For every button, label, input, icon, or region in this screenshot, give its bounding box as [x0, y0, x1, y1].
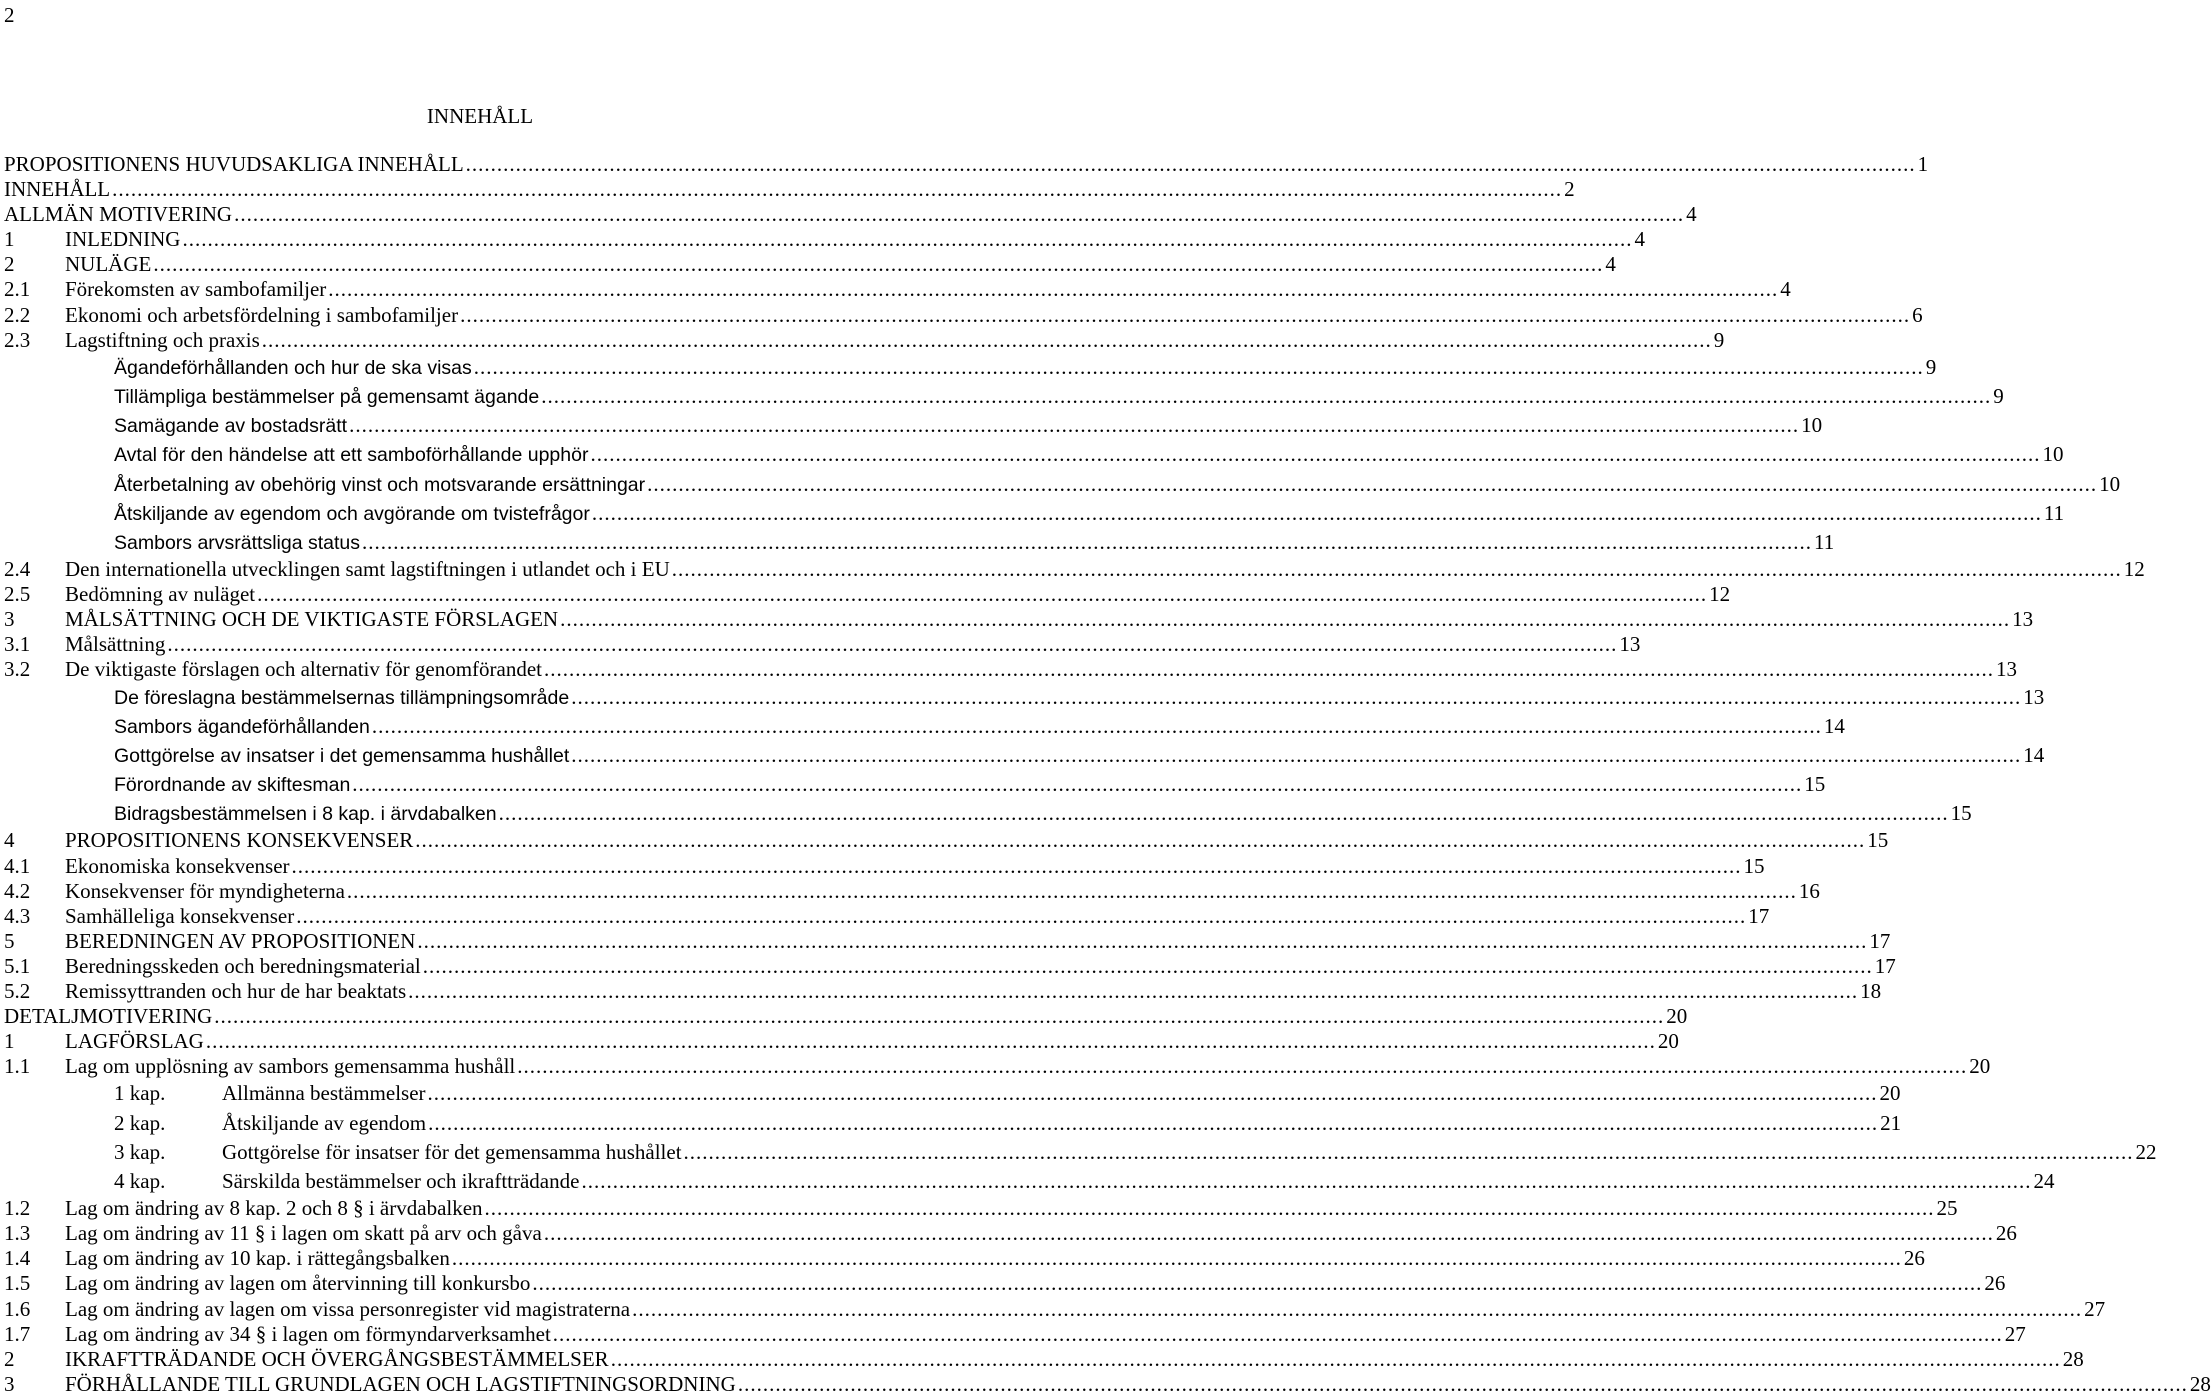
toc-dot-leader — [647, 470, 2097, 499]
toc-entry-page: 16 — [1798, 878, 1820, 903]
toc-entry-title: Förordnande av skiftesman — [114, 774, 351, 797]
toc-entry[interactable] — [4, 878, 1820, 904]
toc-dot-leader — [423, 954, 1873, 979]
toc-entry-page: 15 — [1743, 853, 1765, 878]
toc-entry-page: 10 — [1801, 413, 1823, 438]
toc-dot-leader — [372, 712, 1822, 741]
toc-entry[interactable] — [4, 928, 1891, 954]
toc-dot-leader — [206, 1029, 1656, 1054]
toc-entry[interactable] — [4, 1271, 2006, 1296]
toc-entry-title: Återbetalning av obehörig vinst och motsvarande ersättningar — [114, 473, 646, 496]
toc-entry[interactable] — [4, 382, 2004, 411]
toc-entry[interactable] — [4, 1321, 2026, 1347]
toc-dot-leader — [544, 657, 1994, 682]
toc-entry-number: 5 — [4, 928, 15, 953]
toc-dot-leader — [112, 177, 1562, 202]
toc-entry-number: 1 kap. — [114, 1081, 166, 1106]
toc-entry-title: LAGFÖRSLAG — [65, 1029, 204, 1054]
toc-entry[interactable] — [4, 853, 1765, 879]
toc-entry-title: Lag om ändring av 10 kap. i rättegångsbalken — [65, 1246, 450, 1271]
toc-entry-title: Lag om ändring av lagen om återvinning till konkursbo — [65, 1271, 531, 1296]
toc-dot-leader — [153, 252, 1603, 277]
toc-entry-title: FÖRHÅLLANDE TILL GRUNDLAGEN OCH LAGSTIFTNINGSORDNING — [65, 1371, 736, 1396]
toc-entry[interactable] — [4, 1346, 2084, 1372]
toc-entry-page: 4 — [1634, 227, 1645, 252]
toc-entry[interactable] — [4, 440, 2064, 469]
toc-entry-number: 1.2 — [4, 1196, 31, 1221]
toc-dot-leader — [349, 411, 1799, 440]
toc-entry-page: 27 — [2084, 1296, 2106, 1321]
toc-entry-page: 24 — [2033, 1168, 2055, 1193]
toc-dot-leader — [428, 1109, 1878, 1138]
toc-entry[interactable] — [4, 202, 1697, 227]
toc-dot-leader — [408, 979, 1858, 1004]
toc-entry[interactable] — [4, 1079, 1901, 1108]
toc-entry-page: 13 — [1996, 657, 2017, 682]
toc-entry-page: 14 — [1823, 713, 1845, 738]
toc-dot-leader — [182, 227, 1632, 252]
toc-entry-page: 28 — [2062, 1346, 2084, 1371]
toc-entry-number: 4.2 — [4, 878, 31, 903]
toc-entry-page: 12 — [2123, 557, 2145, 582]
toc-dot-leader — [672, 557, 2122, 582]
toc-entry-title: Lag om ändring av lagen om vissa personregister vid magistraterna — [65, 1296, 631, 1321]
toc-dot-leader — [296, 904, 1746, 929]
toc-entry-title: Ägandeförhållanden och hur de ska visas — [114, 356, 472, 379]
toc-dot-leader — [560, 607, 2010, 632]
toc-entry[interactable] — [4, 152, 1929, 177]
toc-entry-page: 4 — [1780, 277, 1791, 302]
toc-dot-leader — [541, 382, 1991, 411]
toc-entry-title: Sambors ägandeförhållanden — [114, 715, 370, 738]
toc-entry-title: De föreslagna bestämmelsernas tillämpningsområde — [114, 686, 570, 709]
toc-entry[interactable] — [4, 499, 2065, 528]
toc-dot-leader — [466, 152, 1916, 177]
toc-entry-title: De viktigaste förslagen och alternativ för genomförandet — [65, 657, 542, 682]
toc-entry-title: Konsekvenser för myndigheterna — [65, 878, 345, 903]
toc-heading — [0, 103, 960, 129]
toc-entry-title: PROPOSITIONENS HUVUDSAKLIGA INNEHÅLL — [4, 152, 464, 176]
toc-entry-number: 1 — [4, 227, 15, 252]
toc-entry[interactable] — [4, 353, 1937, 382]
toc-entry-page: 13 — [2023, 684, 2045, 709]
toc-entry-page: 13 — [1619, 632, 1641, 657]
toc-entry[interactable] — [4, 683, 2045, 712]
toc-entry-number: 1.3 — [4, 1221, 31, 1246]
toc-entry-title: Åtskiljande av egendom — [222, 1110, 427, 1135]
toc-entry-page: 15 — [1867, 828, 1889, 853]
toc-dot-leader — [292, 854, 1742, 879]
toc-entry-page: 20 — [1666, 1004, 1688, 1029]
toc-entry-title: Lagstiftning och praxis — [65, 327, 260, 352]
toc-entry[interactable] — [4, 770, 1826, 799]
toc-dot-leader — [632, 1297, 2082, 1322]
toc-entry-title: BEREDNINGEN AV PROPOSITIONEN — [65, 928, 416, 953]
toc-entry-number: 3 — [4, 607, 15, 632]
toc-dot-leader — [553, 1322, 2003, 1347]
toc-entry-page: 10 — [2099, 471, 2121, 496]
toc-entry[interactable] — [4, 1371, 2211, 1397]
toc-entry[interactable] — [4, 470, 2121, 499]
toc-entry-number: 1.6 — [4, 1296, 31, 1321]
toc-dot-leader — [417, 929, 1867, 954]
toc-entry-number: 3.2 — [4, 657, 31, 682]
toc-entry-title: Sambors arvsrättsliga status — [114, 531, 361, 554]
toc-entry-page: 27 — [2004, 1321, 2026, 1346]
toc-entry-title: Tillämpliga bestämmelser på gemensamt ägande — [114, 385, 540, 408]
toc-dot-leader — [347, 879, 1797, 904]
toc-entry-title: INLEDNING — [65, 227, 181, 252]
toc-entry-number: 2.4 — [4, 557, 31, 582]
toc-dot-leader — [571, 741, 2021, 770]
toc-entry-page: 28 — [2189, 1371, 2211, 1396]
toc-entry[interactable] — [4, 1138, 2157, 1167]
toc-entry-page: 6 — [1912, 302, 1923, 327]
toc-entry-number: 2 — [4, 1346, 15, 1371]
toc-entry[interactable] — [4, 252, 1616, 277]
toc-entry-title: Beredningsskeden och beredningsmaterial — [65, 953, 421, 978]
toc-dot-leader — [328, 277, 1778, 302]
toc-entry-number: 2.2 — [4, 302, 31, 327]
toc-entry-title: Lag om ändring av 34 § i lagen om förmyndarverksamhet — [65, 1321, 551, 1346]
toc-entry-title: Åtskiljande av egendom och avgörande om tvistefrågor — [114, 502, 590, 525]
toc-dot-leader — [415, 828, 1865, 853]
toc-entry-title: Lag om ändring av 11 § i lagen om skatt på arv och gåva — [65, 1221, 542, 1246]
toc-entry-number: 3.1 — [4, 632, 31, 657]
toc-entry-page: 26 — [1984, 1271, 2006, 1296]
toc-entry-page: 17 — [1869, 928, 1891, 953]
toc-entry[interactable] — [4, 411, 1823, 440]
toc-entry-page: 15 — [1950, 801, 1972, 826]
toc-entry[interactable] — [4, 1054, 1991, 1079]
toc-entry-title: ALLMÄN MOTIVERING — [4, 202, 233, 227]
toc-entry-number: 5.2 — [4, 979, 31, 1004]
toc-entry[interactable] — [4, 1004, 1688, 1029]
toc-entry-page: 15 — [1804, 772, 1826, 797]
toc-entry-title: IKRAFTTRÄDANDE OCH ÖVERGÅNGSBESTÄMMELSER — [65, 1346, 609, 1371]
toc-entry[interactable] — [4, 327, 1725, 353]
toc-entry-title: Samägande av bostadsrätt — [114, 415, 348, 438]
toc-dot-leader — [738, 1372, 2188, 1397]
toc-entry-number: 4.1 — [4, 853, 31, 878]
toc-entry[interactable] — [4, 607, 2034, 632]
toc-entry-page: 1 — [1917, 152, 1929, 176]
toc-entry[interactable] — [4, 1296, 2106, 1322]
toc-dot-leader — [684, 1138, 2134, 1167]
toc-entry-page: 9 — [1713, 327, 1725, 352]
toc-entry-page: 21 — [1880, 1110, 1902, 1135]
toc-entry[interactable] — [4, 799, 1972, 828]
toc-entry-page: 14 — [2023, 742, 2045, 767]
toc-dot-leader — [544, 1221, 1994, 1246]
toc-entry-number: 2 kap. — [114, 1110, 166, 1135]
toc-dot-leader — [234, 202, 1684, 227]
toc-entry-title: Förekomsten av sambofamiljer — [65, 277, 327, 302]
toc-dot-leader — [532, 1271, 1982, 1296]
toc-entry[interactable] — [4, 657, 2017, 682]
toc-dot-leader — [452, 1246, 1902, 1271]
toc-entry[interactable] — [4, 582, 1731, 607]
toc-entry-number: 2.1 — [4, 277, 31, 302]
toc-entry-page: 20 — [1879, 1081, 1901, 1106]
toc-dot-leader — [590, 440, 2040, 469]
toc-dot-leader — [262, 328, 1712, 353]
toc-entry-title: Allmänna bestämmelser — [222, 1081, 426, 1106]
toc-entry[interactable] — [4, 1109, 1902, 1138]
toc-entry-title: Ekonomi och arbetsfördelning i sambofamiljer — [65, 302, 459, 327]
toc-entry-title: MÅLSÄTTNING OCH DE VIKTIGASTE FÖRSLAGEN — [65, 607, 559, 632]
toc-dot-leader — [592, 499, 2042, 528]
toc-entry[interactable] — [4, 557, 2145, 582]
toc-entry-page: 9 — [1993, 383, 2004, 408]
toc-entry-title: INNEHÅLL — [4, 177, 111, 202]
toc-entry-number: 3 kap. — [114, 1139, 166, 1164]
toc-entry-page: 11 — [1814, 529, 1835, 554]
toc-entry[interactable] — [4, 953, 1896, 979]
toc-entry-title: Lag om upplösning av sambors gemensamma hushåll — [65, 1054, 516, 1079]
toc-entry-number: 4 kap. — [114, 1168, 166, 1193]
toc-entry-title: PROPOSITIONENS KONSEKVENSER — [65, 828, 414, 853]
toc-dot-leader — [257, 582, 1707, 607]
toc-dot-leader — [214, 1004, 1664, 1029]
toc-entry-title: Målsättning — [65, 632, 166, 657]
toc-dot-leader — [352, 770, 1802, 799]
toc-entry-page: 22 — [2135, 1139, 2157, 1164]
toc-entry-title: Gottgörelse för insatser för det gemensamma hushållet — [222, 1139, 682, 1164]
toc-entry-title: NULÄGE — [65, 252, 152, 277]
toc-entry[interactable] — [4, 741, 2045, 770]
toc-entry-page: 9 — [1925, 354, 1937, 379]
toc-entry[interactable] — [4, 979, 1882, 1004]
toc-dot-leader — [474, 353, 1924, 382]
toc-entry[interactable] — [4, 302, 1923, 328]
toc-entry-title: Bidragsbestämmelsen i 8 kap. i ärvdabalken — [114, 803, 497, 826]
toc-entry[interactable] — [4, 1167, 2055, 1196]
toc-entry[interactable] — [4, 712, 1845, 741]
toc-entry-page: 4 — [1686, 202, 1697, 227]
table-of-contents — [4, 152, 2211, 1397]
toc-dot-leader — [362, 528, 1812, 557]
toc-dot-leader — [571, 683, 2021, 712]
toc-entry-number: 2.3 — [4, 327, 31, 352]
toc-entry-title: Ekonomiska konsekvenser — [65, 853, 290, 878]
toc-dot-leader — [581, 1167, 2031, 1196]
toc-entry[interactable] — [4, 1029, 1679, 1054]
toc-entry-number: 5.1 — [4, 953, 31, 978]
toc-entry-title: Lag om ändring av 8 kap. 2 och 8 § i ärvdabalken — [65, 1196, 483, 1221]
toc-entry-number: 1.4 — [4, 1246, 31, 1271]
toc-entry-title: Samhälleliga konsekvenser — [65, 903, 295, 928]
toc-entry-page: 11 — [2043, 500, 2065, 525]
toc-entry-page: 18 — [1860, 979, 1882, 1004]
toc-entry-page: 26 — [1903, 1246, 1925, 1271]
toc-entry-page: 2 — [1564, 177, 1575, 202]
toc-entry-number: 1.7 — [4, 1321, 31, 1346]
toc-entry-number: 1 — [4, 1029, 15, 1054]
toc-dot-leader — [517, 1054, 1967, 1079]
toc-entry[interactable] — [4, 1196, 1958, 1221]
toc-entry-title: Remissyttranden och hur de har beaktats — [65, 979, 407, 1004]
toc-heading-text: INNEHÅLL — [426, 104, 534, 128]
toc-entry[interactable] — [4, 528, 1835, 557]
toc-entry-page: 17 — [1748, 903, 1770, 928]
toc-entry-number: 3 — [4, 1371, 15, 1396]
toc-entry[interactable] — [4, 632, 1641, 657]
toc-entry[interactable] — [4, 903, 1770, 929]
toc-entry-number: 2 — [4, 252, 15, 277]
toc-entry[interactable] — [4, 277, 1791, 302]
toc-entry[interactable] — [4, 177, 1575, 202]
toc-dot-leader — [167, 632, 1617, 657]
toc-entry[interactable] — [4, 1221, 2017, 1246]
toc-dot-leader — [460, 303, 1910, 328]
toc-entry-page: 10 — [2042, 442, 2064, 467]
toc-dot-leader — [485, 1196, 1935, 1221]
toc-entry-number: 2.5 — [4, 582, 31, 607]
toc-entry-page: 20 — [1969, 1054, 1991, 1079]
toc-entry-page: 20 — [1657, 1029, 1679, 1054]
toc-entry-page: 4 — [1605, 252, 1616, 277]
toc-entry[interactable] — [4, 1246, 1925, 1271]
toc-entry-page: 17 — [1874, 953, 1896, 978]
toc-entry[interactable] — [4, 828, 1889, 853]
toc-entry[interactable] — [4, 227, 1645, 252]
toc-entry-page: 13 — [2012, 607, 2034, 632]
toc-entry-number: 1.1 — [4, 1054, 31, 1079]
toc-entry-title: Bedömning av nuläget — [65, 582, 256, 607]
toc-entry-number: 1.5 — [4, 1271, 31, 1296]
toc-entry-page: 26 — [1995, 1221, 2017, 1246]
toc-entry-title: Särskilda bestämmelser och ikraftträdande — [222, 1168, 580, 1193]
toc-entry-title: Den internationella utvecklingen samt lagstiftningen i utlandet och i EU — [65, 557, 670, 582]
toc-entry-number: 4 — [4, 828, 15, 853]
toc-entry-title: Gottgörelse av insatser i det gemensamma hushållet — [114, 744, 570, 767]
toc-entry-title: Avtal för den händelse att ett samboförhållande upphör — [114, 444, 589, 467]
toc-entry-title: DETALJMOTIVERING — [4, 1004, 213, 1029]
toc-entry-page: 25 — [1936, 1196, 1958, 1221]
toc-entry-number: 4.3 — [4, 903, 31, 928]
toc-dot-leader — [611, 1347, 2061, 1372]
toc-dot-leader — [499, 799, 1949, 828]
page-number: 2 — [4, 3, 15, 27]
toc-entry-page: 12 — [1709, 582, 1731, 607]
toc-dot-leader — [428, 1079, 1878, 1108]
